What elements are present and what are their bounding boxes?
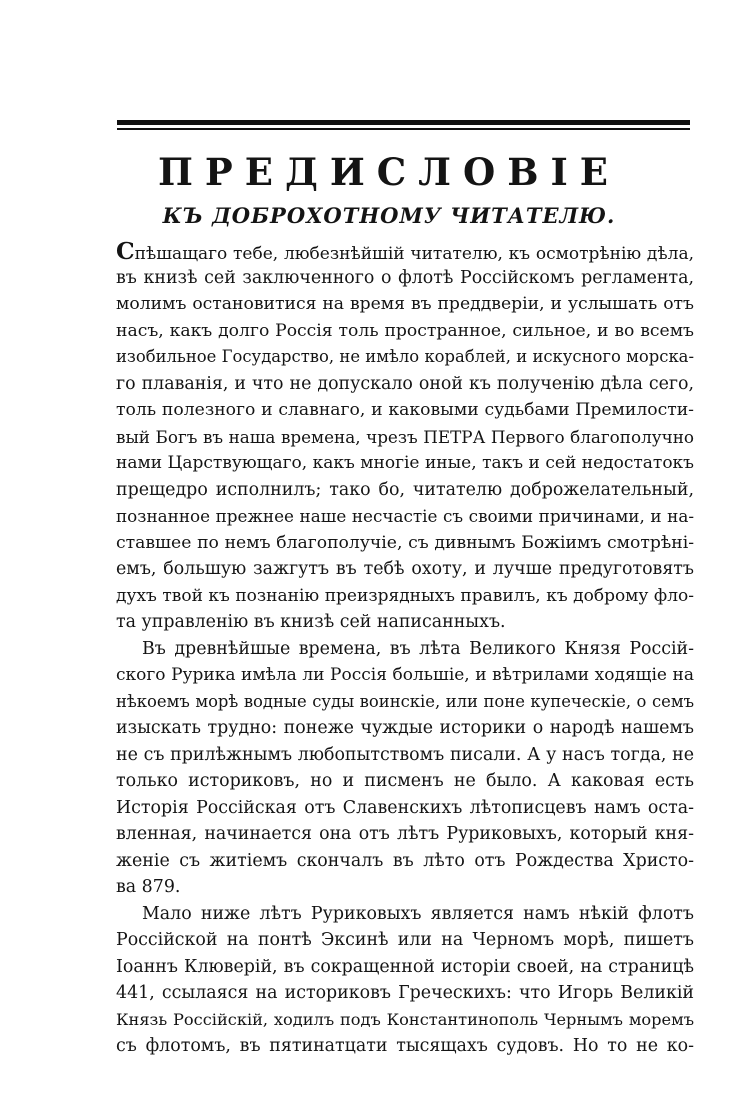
text-line: емъ, большую зажгутъ въ тебѣ охоту, и лучше предуготовятъ	[116, 559, 694, 579]
text-line: та управленію въ книзѣ сей написанныхъ.	[116, 612, 506, 632]
text-line: Князь Россійскій, ходилъ подъ Константинополь Чернымъ моремъ	[116, 1009, 694, 1029]
text-line: Исторія Россійская отъ Славенскихъ лѣтописцевъ намъ оста-	[116, 797, 694, 818]
page-subtitle: КЪ ДОБРОХОТНОМУ ЧИТАТЕЛЮ.	[162, 203, 616, 228]
text-line: въ книзѣ сей заключенного о флотѣ Россійскомъ регламента,	[116, 267, 694, 288]
text-line: Іоаннъ Клюверій, въ сокращенной исторіи своей, на страницѣ	[116, 956, 694, 977]
text-line: ставшее по немъ благополучіе, съ дивнымъ Божіимъ смотрѣні-	[116, 532, 694, 553]
text-line: женіе съ житіемъ скончалъ въ лѣто отъ Рождества Христо-	[116, 850, 694, 871]
page-title: ПРЕДИСЛОВІЕ	[157, 150, 620, 194]
drop-letter: С	[116, 237, 135, 265]
text-line: вленная, начинается она отъ лѣтъ Руриковыхъ, который кня-	[116, 824, 694, 844]
text-line: только историковъ, но и писменъ не было. А каковая есть	[116, 771, 694, 791]
text-line: нами Царствующаго, какъ многіе иные, такъ и сей недостатокъ	[116, 453, 694, 473]
text-line: Россійской на понтѣ Эксинѣ или на Черномъ морѣ, пишетъ	[116, 930, 694, 950]
text-line: молимъ остановитися на время въ преддверіи, и услышать отъ	[116, 294, 694, 314]
text-line: изобильное Государство, не имѣло кораблей, и искусного морска-	[116, 347, 694, 366]
text-line: Спѣшащаго тебе, любезнѣйшій читателю, къ осмотрѣнію дѣла,	[116, 237, 694, 265]
header-rule-thick	[117, 120, 690, 125]
text-line: толь полезного и славнаго, и каковыми судьбами Премилости-	[116, 400, 694, 420]
text-line: насъ, какъ долго Россія толь пространное, сильное, и во всемъ	[116, 320, 694, 341]
text-line: вый Богъ въ наша времена, чрезъ ПЕТРА Первого благополучно	[116, 426, 694, 447]
text-line: не съ прилѣжнымъ любопытствомъ писали. А у насъ тогда, не	[116, 744, 694, 765]
text-line: изыскать трудно: понеже чуждые историки о народѣ нашемъ	[116, 718, 694, 738]
body-text	[116, 238, 694, 1060]
text-line: Въ древнѣйшые времена, въ лѣта Великого Князя Россій-	[142, 638, 694, 659]
text-line: ского Рурика имѣла ли Россія большіе, и вѣтрилами ходящіе на	[116, 665, 694, 685]
text-line: нѣкоемъ морѣ водные суды воинскіе, или поне купеческіе, о семъ	[116, 691, 694, 711]
text-line: съ флотомъ, въ пятинатцати тысящахъ судовъ. Но то не ко-	[116, 1036, 694, 1056]
text-line: духъ твой къ познанію преизрядныхъ правилъ, къ доброму фло-	[116, 585, 694, 606]
text-line: 441, ссылаяся на историковъ Греческихъ: что Игорь Великій	[116, 983, 694, 1003]
text-line: познанное прежнее наше несчастіе съ своими причинами, и на-	[116, 506, 694, 526]
text-line: прещедро исполнилъ; тако бо, читателю доброжелательный,	[116, 479, 694, 500]
text-line: го плаванія, и что не допускало оной къ полученію дѣла сего,	[116, 373, 694, 394]
header-rule-thin	[117, 128, 690, 130]
text-line: Мало ниже лѣтъ Руриковыхъ является намъ нѣкій флотъ	[142, 903, 694, 924]
text-line: ва 879.	[116, 877, 181, 897]
